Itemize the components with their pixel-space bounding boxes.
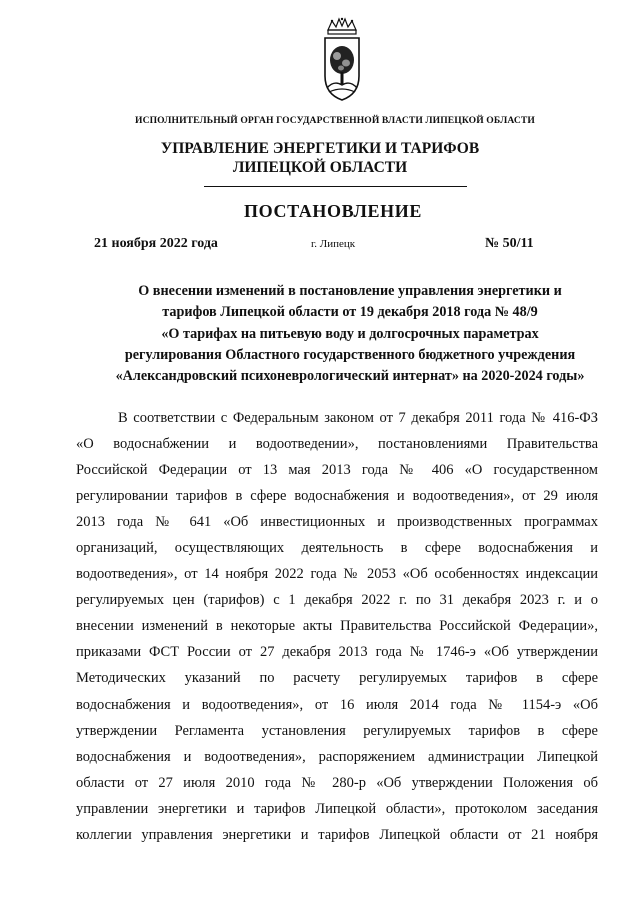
document-subject xyxy=(70,281,630,387)
body-line: приказами ФСТ России от 27 декабря 2013 года № 1746-э «Об утверждении xyxy=(76,644,598,661)
lipetsk-coat-of-arms-icon xyxy=(319,16,365,106)
subject-line: «О тарифах на питьевую воду и долгосрочных параметрах xyxy=(161,325,539,342)
document-city: г. Липецк xyxy=(311,238,356,250)
department-name-line-1: УПРАВЛЕНИЕ ЭНЕРГЕТИКИ И ТАРИФОВ xyxy=(160,140,480,157)
body-line: коллегии управления энергетики и тарифов Липецкой области от 21 ноября xyxy=(76,826,598,843)
body-line: Российской Федерации от 13 мая 2013 года № 406 «О государственном xyxy=(76,462,598,479)
body-line: «О водоснабжении и водоотведении», постановлениями Правительства xyxy=(76,436,598,453)
subject-line: «Александровский психоневрологический интернат» на 2020-2024 годы» xyxy=(115,368,585,385)
body-line: управлении энергетики и тарифов Липецкой области», протоколом заседания xyxy=(76,800,598,817)
document-type-title: ПОСТАНОВЛЕНИЕ xyxy=(244,201,422,221)
body-line: Методических указаний по расчету регулируемых тарифов в сфере xyxy=(76,670,598,687)
body-line: водоснабжения и водоотведения», распоряжением администрации Липецкой xyxy=(76,748,598,765)
document-number: № 50/11 xyxy=(485,236,534,251)
document-date: 21 ноября 2022 года xyxy=(94,236,218,251)
authority-name: ИСПОЛНИТЕЛЬНЫЙ ОРГАН ГОСУДАРСТВЕННОЙ ВЛАСТИ ЛИПЕЦКОЙ ОБЛАСТИ xyxy=(135,115,535,126)
subject-line: тарифов Липецкой области от 19 декабря 2018 года № 48/9 xyxy=(162,304,538,321)
body-line: 2013 года № 641 «Об инвестиционных и производственных программах xyxy=(76,514,598,531)
body-line: области от 27 июля 2010 года № 280-р «Об утверждении Положения об xyxy=(76,774,598,791)
subject-line: О внесении изменений в постановление управления энергетики и xyxy=(138,283,562,299)
body-line: регулируемых цен (тарифов) с 1 декабря 2022 г. по 31 декабря 2023 г. и о xyxy=(76,592,598,609)
subject-line: регулирования Областного государственного бюджетного учреждения xyxy=(124,346,576,363)
document-body xyxy=(76,405,598,848)
body-line: регулировании тарифов в сфере водоснабжения и водоотведения», от 29 июля xyxy=(76,488,598,505)
department-name xyxy=(0,139,640,177)
body-line: организаций, осуществляющих деятельность в сфере водоснабжения и xyxy=(76,540,598,557)
body-line: утверждении Регламента установления регулируемых тарифов в сфере xyxy=(76,722,598,739)
body-line: В соответствии с Федеральным законом от 7 декабря 2011 года № 416-ФЗ xyxy=(118,410,598,426)
body-line: внесении изменений в некоторые акты Правительства Российской Федерации», xyxy=(76,618,598,635)
body-line: водоснабжения и водоотведения», от 16 июля 2014 года № 1154-э «Об xyxy=(76,696,598,713)
department-name-line-2: ЛИПЕЦКОЙ ОБЛАСТИ xyxy=(232,159,408,176)
body-line: водоотведения», от 14 ноября 2022 года № 2053 «Об особенностях индексации xyxy=(76,566,598,583)
header-divider xyxy=(204,186,467,187)
